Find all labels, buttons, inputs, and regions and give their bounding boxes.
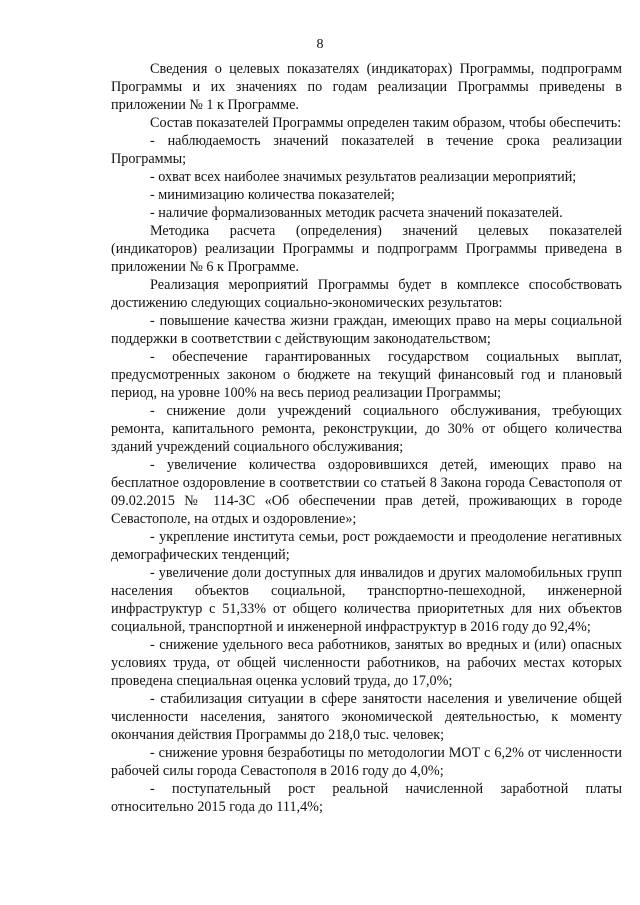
list-item: - увеличение количества оздоровившихся детей, имеющих право на бесплатное оздоровление в соответствии со статьей 8 Закона города Севастополя от 09.02.2015 № 114-ЗС «Об обеспечении прав детей, проживающих в городе Севастополе, на отдых и оздоровление»; (111, 457, 622, 527)
paragraph-expected-results: Реализация мероприятий Программы будет в комплексе способствовать достижению следующих социально-экономических результатов: (111, 277, 622, 311)
paragraph-indicators-composition: Состав показателей Программы определен таким образом, чтобы обеспечить: (150, 115, 622, 131)
body-text (111, 60, 622, 816)
list-item: - стабилизация ситуации в сфере занятости населения и увеличение общей численности населения, занятого экономической деятельностью, к моменту окончания действия Программы до 218,0 тыс. человек; (111, 691, 622, 743)
list-item: - наличие формализованных методик расчета значений показателей. (150, 205, 563, 221)
list-item: - снижение доли учреждений социального обслуживания, требующих ремонта, капитального ремонта, реконструкции, до 30% от общего количества зданий учреждений социального обслуживания; (111, 403, 622, 455)
list-item: - охват всех наиболее значимых результатов реализации мероприятий; (150, 169, 577, 185)
list-item: - снижение удельного веса работников, занятых во вредных и (или) опасных условиях труда, от общей численности работников, на рабочих местах которых проведена специальная оценка условий труда, до 17,0%; (111, 637, 622, 689)
list-item: - укрепление института семьи, рост рождаемости и преодоление негативных демографических тенденций; (111, 529, 622, 563)
list-item: - повышение качества жизни граждан, имеющих право на меры социальной поддержки в соответствии с действующим законодательством; (111, 313, 622, 347)
list-item: - обеспечение гарантированных государством социальных выплат, предусмотренных законом о бюджете на текущий финансовый год и плановый период, на уровне 100% на весь период реализации Программы; (111, 349, 622, 401)
list-item: - поступательный рост реальной начисленной заработной платы относительно 2015 года до 111,4%; (111, 781, 622, 815)
list-item: - наблюдаемость значений показателей в течение срока реализации Программы; (111, 133, 622, 167)
paragraph-methodology: Методика расчета (определения) значений целевых показателей (индикаторов) реализации Программы и подпрограмм Программы приведена в приложении № 6 к Программе. (111, 223, 622, 275)
paragraph-indicators-info: Сведения о целевых показателях (индикаторах) Программы, подпрограмм Программы и их значениях по годам реализации Программы приведены в приложении № 1 к Программе. (111, 61, 622, 113)
list-item: - минимизацию количества показателей; (150, 187, 395, 203)
page-number: 8 (316, 37, 324, 52)
list-item: - увеличение доли доступных для инвалидов и других маломобильных групп населения объектов социальной, транспортно-пешеходной, инженерной инфраструктур с 51,33% от общего количества приоритетных для них объектов социальной, транспортной и инженерной инфраструктур в 2016 году до 92,4%; (111, 565, 622, 635)
list-item: - снижение уровня безработицы по методологии МОТ с 6,2% от численности рабочей силы города Севастополя в 2016 году до 4,0%; (111, 745, 622, 779)
